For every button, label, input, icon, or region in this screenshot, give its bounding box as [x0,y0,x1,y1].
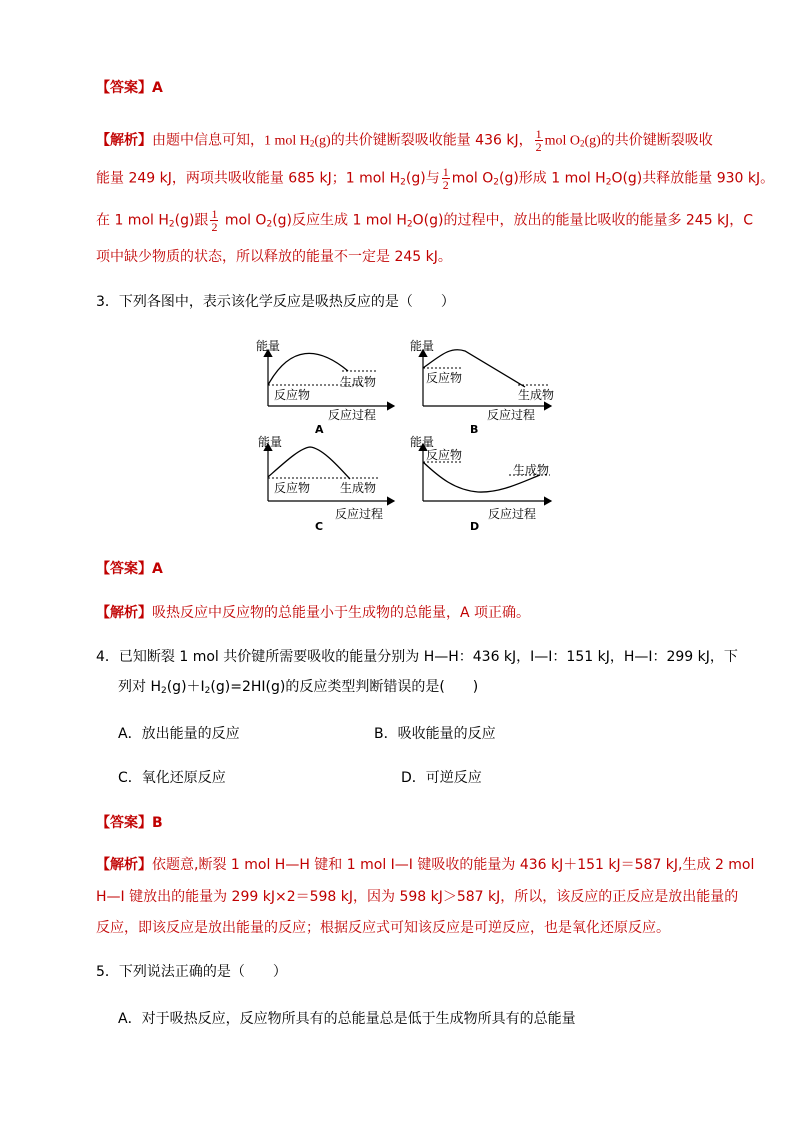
q4-analysis-line-2: H—I 键放出的能量为 299 kJ×2＝598 kJ，因为 598 kJ＞587 kJ，所以，该反应的正反应是放出能量的 [96,889,739,905]
energy-label: 能量 [258,435,283,449]
q4-answer [96,812,163,832]
q4-option-c: C．氧化还原反应 [118,770,226,786]
fraction-half: $\frac{1}{2}$ [211,207,218,234]
energy-curve [423,350,525,387]
answer-tag: 【答案】 [96,561,152,577]
energy-label: 能量 [410,435,435,449]
q4-stem-line-2: 列对 $H_2(g)+I_2(g)=2HI(g)$的反应类型判断错误的是( ) [118,679,479,696]
q3-answer [96,558,163,578]
label-d: D [470,520,480,533]
q3-analysis: 【解析】吸热反应中反应物的总能量小于生成物的总能量，A 项正确。 [96,605,531,621]
q5-stem: 5．下列说法正确的是（ ） [96,964,287,980]
diagram-d [410,434,551,533]
analysis-tag: 【解析】 [96,857,152,873]
product-label: 生成物 [518,388,555,402]
product-label: 生成物 [340,375,377,389]
fraction-half: $\frac{1}{2}$ [442,165,449,192]
answer-tag: 【答案】 [96,80,152,96]
answer-tag: 【答案】 [96,815,152,831]
q3-stem: 3．下列各图中，表示该化学反应是吸热反应的是（ ） [96,294,455,310]
reactant-label: 反应物 [274,388,311,402]
q2-analysis-line-2: 能量 249 kJ，两项共吸收能量 685 kJ；1 mol $H_2(g)$与 $\frac{1}{2}$ mol $O_2(g)$形成 1 mol $H_2O(g)$共释放能量 930 kJ。 [96,165,775,192]
process-label: 反应过程 [335,507,384,521]
q4-option-a: A．放出能量的反应 [118,726,240,742]
reactant-label: 反应物 [426,371,463,385]
analysis-tag: 【解析】 [96,132,152,149]
q4-stem-line-1: 4．已知断裂 1 mol 共价键所需要吸收的能量分别为 H—H：436 kJ，I—I：151 kJ，H—I：299 kJ，下 [96,649,738,665]
reactant-label: 反应物 [274,481,311,495]
process-label: 反应过程 [488,507,537,521]
q5-option-a: A．对于吸热反应，反应物所具有的总能量总是低于生成物所具有的总能量 [118,1011,576,1027]
q4-option-d: D．可逆反应 [401,770,482,786]
q4-analysis-line-1: 【解析】依题意,断裂 1 mol H—H 键和 1 mol I—I 键吸收的能量为 436 kJ＋151 kJ＝587 kJ,生成 2 mol [96,857,755,873]
energy-curve [268,353,348,385]
q4-analysis-line-3: 反应，即该反应是放出能量的反应；根据反应式可知该反应是可逆反应，也是氧化还原反应。 [96,920,670,936]
product-label: 生成物 [513,463,550,477]
label-c: C [315,520,324,533]
q2-answer [96,77,163,97]
reactant-label: 反应物 [426,448,463,462]
energy-curve [268,447,350,479]
process-label: 反应过程 [487,408,536,422]
energy-curve [423,462,540,492]
diagram-c [258,434,394,533]
q2-analysis-line-3: 在 1 mol $H_2(g)$跟 $\frac{1}{2}$ mol $O_2(g)$反应生成 1 mol $H_2O(g)$的过程中，放出的能量比吸收的能量多 245 kJ，C [96,207,754,234]
analysis-tag: 【解析】 [96,605,152,621]
answer-value: A [152,561,163,577]
q2-analysis-line-4: 项中缺少物质的状态，所以释放的能量不一定是 245 kJ。 [96,249,452,265]
q4-option-b: B．吸收能量的反应 [374,726,496,742]
answer-value: B [152,815,163,831]
label-b: B [470,423,479,436]
diagram-a [256,338,394,436]
diagram-b [410,338,554,436]
fraction-half: $\frac{1}{2}$ [535,127,542,154]
q2-analysis-line-1: 【解析】由题中信息可知，1 mol $H_2(g)$的共价键断裂吸收能量 436 kJ， $\frac{1}{2}$ mol $O_2(g)$的共价键断裂吸收 [96,127,713,154]
product-label: 生成物 [340,481,377,495]
energy-label: 能量 [256,339,281,353]
answer-value: A [152,80,163,96]
process-label: 反应过程 [328,408,377,422]
energy-label: 能量 [410,339,435,353]
label-a: A [315,423,324,436]
